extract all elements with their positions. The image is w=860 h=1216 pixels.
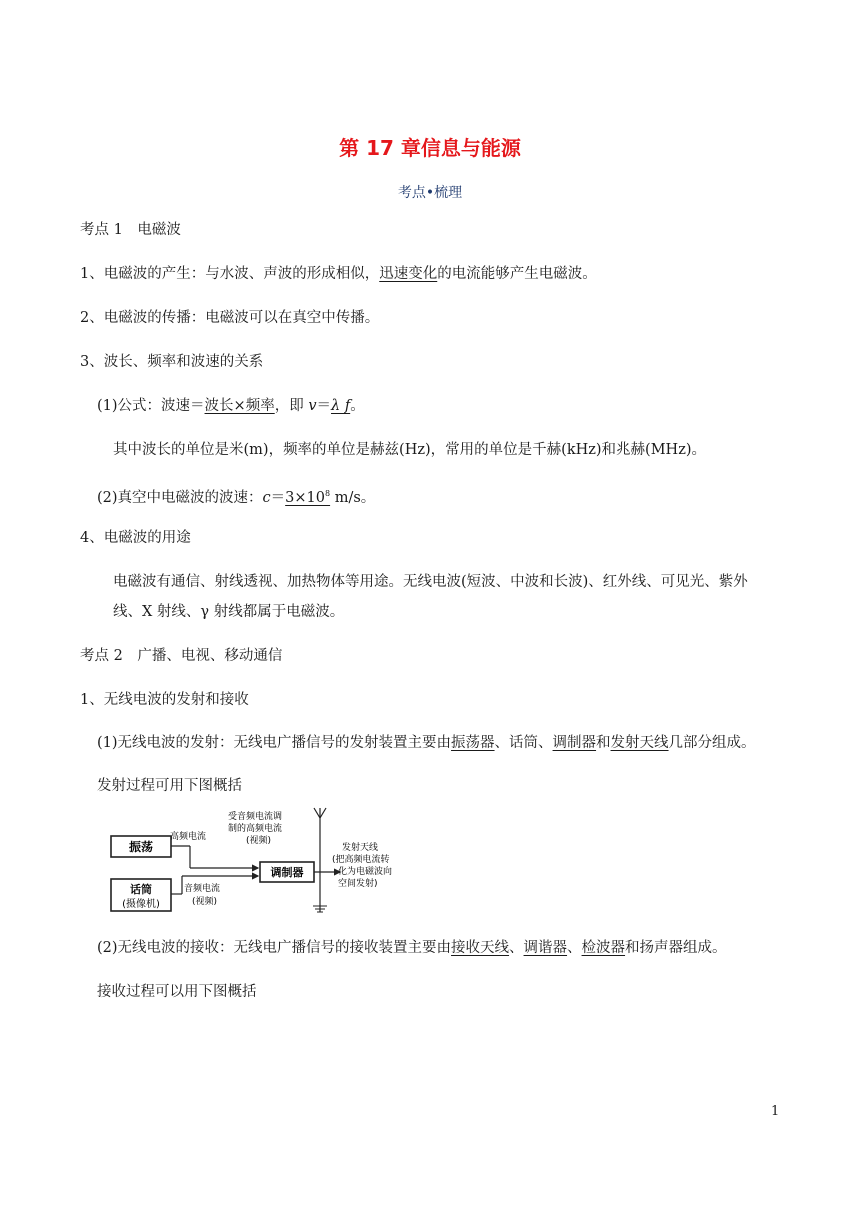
variable-c: c xyxy=(262,489,271,506)
text: 、 xyxy=(509,940,524,956)
exponent: 8 xyxy=(325,489,331,498)
formula-line xyxy=(97,396,365,416)
recv-line xyxy=(97,938,727,958)
emit-note: 发射过程可用下图概括 xyxy=(97,778,242,794)
answer-blank: 调谐器 xyxy=(523,940,568,956)
s1-item4: 4、电磁波的用途 xyxy=(80,530,191,546)
variable-v: v xyxy=(308,398,317,414)
text: 几部分组成。 xyxy=(668,735,756,751)
hf-current-label: 高频电流 xyxy=(170,832,207,842)
page-number: 1 xyxy=(771,1104,780,1119)
antenna-icon xyxy=(313,808,327,912)
text: 、话筒、 xyxy=(494,735,553,751)
answer-blank: 振荡器 xyxy=(451,735,495,751)
microphone-label: 话筒 xyxy=(130,883,152,896)
answer-blank: 检波器 xyxy=(581,940,626,956)
text: (2)真空中电磁波的波速： xyxy=(97,489,263,506)
antenna-label: 发射天线 xyxy=(342,843,379,853)
emit-line xyxy=(97,733,756,753)
page-subtitle: 考点•梳理 xyxy=(397,185,463,201)
text: 3×10 xyxy=(285,489,325,506)
answer-blank xyxy=(285,490,330,506)
answer-blank: 发射天线 xyxy=(610,735,669,751)
text: 和扬声器组成。 xyxy=(625,940,727,956)
text: ，即 xyxy=(274,398,309,414)
antenna-desc: 空间发射) xyxy=(338,879,378,889)
answer-blank: λ f xyxy=(331,398,351,414)
text: m/s。 xyxy=(330,489,376,506)
video-label: (视频) xyxy=(246,836,272,846)
answer-blank: 迅速变化 xyxy=(379,266,438,282)
video-label: (视频) xyxy=(192,897,218,907)
modulated-current-label: 受音频电流调 xyxy=(228,812,283,822)
text: ＝ xyxy=(316,398,332,414)
page-title: 第 17 章信息与能源 xyxy=(339,136,521,160)
recv-note: 接收过程可以用下图概括 xyxy=(97,984,257,1000)
answer-blank: 波长×频率 xyxy=(204,398,275,414)
text: (2)无线电波的接收：无线电广播信号的接收装置主要由 xyxy=(97,940,452,956)
answer-blank: 接收天线 xyxy=(451,940,510,956)
text: 的电流能够产生电磁波。 xyxy=(437,266,597,282)
text: 1、电磁波的产生：与水波、声波的形成相似， xyxy=(80,266,380,282)
text: (1)无线电波的发射：无线电广播信号的发射装置主要由 xyxy=(97,735,452,751)
answer-blank: 调制器 xyxy=(552,735,597,751)
modulated-current-label: 制的高频电流 xyxy=(228,824,283,834)
units-line: 其中波长的单位是米(m)，频率的单位是赫兹(Hz)，常用的单位是千赫(kHz)和兆赫(MHz)。 xyxy=(113,442,706,458)
s1-item3: 3、波长、频率和波速的关系 xyxy=(80,354,264,370)
antenna-desc: (把高频电流转 xyxy=(332,855,390,865)
s1-item2: 2、电磁波的传播：电磁波可以在真空中传播。 xyxy=(80,310,380,326)
uses-line-1: 电磁波有通信、射线透视、加热物体等用途。无线电波(短波、中波和长波)、红外线、可见光、紫外 xyxy=(113,574,748,590)
camera-label: (摄像机) xyxy=(122,899,160,910)
s2-item1: 1、无线电波的发射和接收 xyxy=(80,692,249,708)
modulator-label: 调制器 xyxy=(270,866,304,879)
oscillator-label: 振荡 xyxy=(128,840,154,854)
text: (1)公式：波速＝ xyxy=(97,398,205,414)
text: ＝ xyxy=(270,489,286,506)
speed-line xyxy=(97,484,375,508)
af-current-label: 音频电流 xyxy=(184,884,221,894)
emission-diagram xyxy=(108,806,398,916)
text: 、 xyxy=(567,940,582,956)
text: 和 xyxy=(596,735,611,751)
uses-line-2: 线、X 射线、γ 射线都属于电磁波。 xyxy=(113,604,345,620)
section2-heading: 考点 2 广播、电视、移动通信 xyxy=(80,648,283,664)
antenna-desc: 化为电磁波向 xyxy=(338,867,393,877)
text: 。 xyxy=(350,398,365,414)
s1-item1 xyxy=(80,264,597,284)
section1-heading: 考点 1 电磁波 xyxy=(80,222,181,238)
